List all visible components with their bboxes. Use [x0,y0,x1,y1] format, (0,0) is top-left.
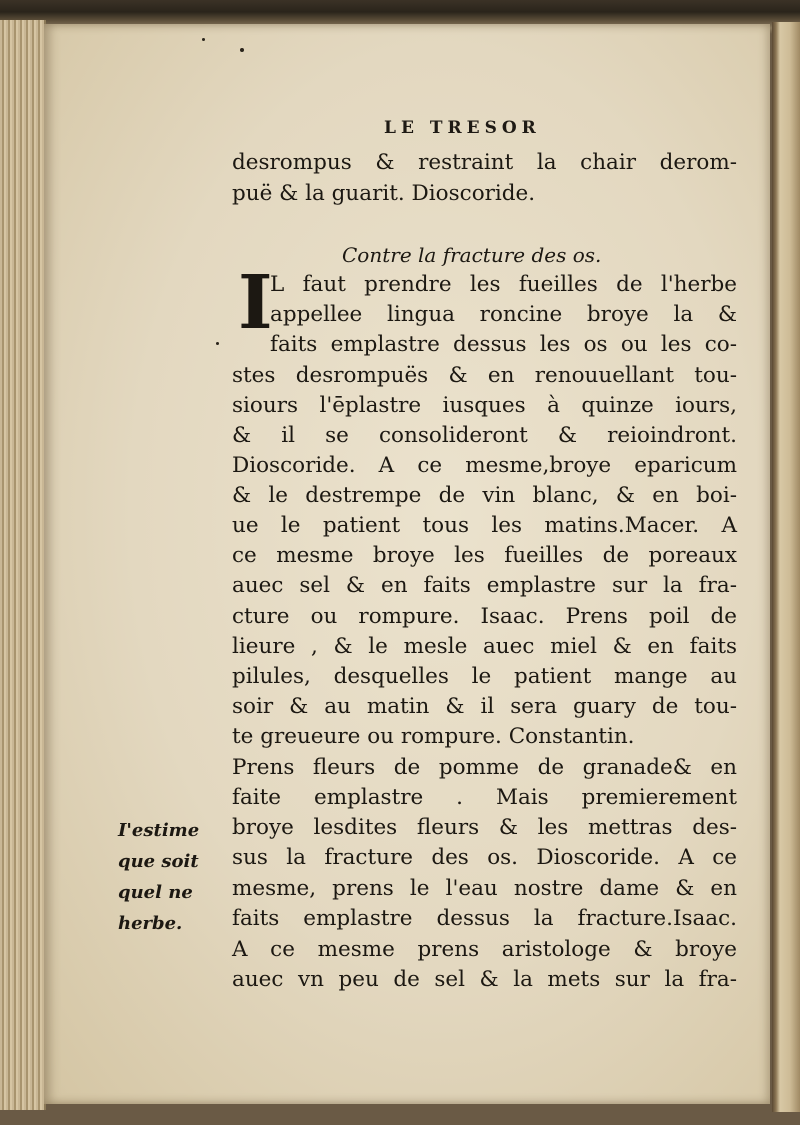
text-line: broye lesdites fleurs & les mettras des- [232,815,737,840]
text-line: te greueure ou rompure. Constantin. [232,724,635,749]
text-line: faits emplastre dessus les os ou les co- [270,332,737,357]
margin-note-line: I'estime [118,820,200,841]
text-line: puë & la guarit. Dioscoride. [232,181,536,206]
margin-note-line: herbe. [118,913,183,934]
marginal-note [118,815,199,939]
text-line: soir & au matin & il sera guary de tou- [232,694,737,719]
text-line: auec vn peu de sel & la mets sur la fra- [232,967,737,992]
text-line: ue le patient tous les matins.Macer. A [232,513,737,538]
text-line: mesme, prens le l'eau nostre dame & en [232,876,737,901]
text-line: faits emplastre dessus la fracture.Isaac. [232,906,737,931]
text-line: ce mesme broye les fueilles de poreaux [232,543,737,568]
text-line: desrompus & restraint la chair derom- [232,150,737,175]
text-line: stes desrompuës & en renouuellant tou- [232,363,737,388]
drop-capital: I [238,260,273,346]
text-line: pilules, desquelles le patient mange au [232,664,737,689]
ink-speck [216,342,219,345]
text-line: Dioscoride. A ce mesme,broye eparicum [232,453,737,478]
text-line: & le destrempe de vin blanc, & en boi- [232,483,737,508]
text-line: lieure , & le mesle auec miel & en faits [232,634,737,659]
ink-speck [202,38,205,41]
text-line: siours l'ēplastre iusques à quinze iours, [232,393,737,418]
text-line: L faut prendre les fueilles de l'herbe [270,272,737,297]
text-line: cture ou rompure. Isaac. Prens poil de [232,604,737,629]
page-stack-right [772,22,800,1112]
text-line: & il se consolideront & reioindront. [232,423,737,448]
running-header: LE TRESOR [384,118,541,138]
margin-note-line: que soit [118,851,199,872]
section-heading: Contre la fracture des os. [342,243,602,267]
page-stack-left [0,20,46,1110]
ink-speck [240,48,244,52]
text-line: faite emplastre . Mais premierement [232,785,737,810]
text-line: sus la fracture des os. Dioscoride. A ce [232,845,737,870]
text-line: auec sel & en faits emplastre sur la fra- [232,573,737,598]
margin-note-line: quel ne [118,882,193,903]
text-line: Prens fleurs de pomme de granade& en [232,755,737,780]
text-line: A ce mesme prens aristologe & broye [232,937,737,962]
text-line: appellee lingua roncine broye la & [270,302,737,327]
